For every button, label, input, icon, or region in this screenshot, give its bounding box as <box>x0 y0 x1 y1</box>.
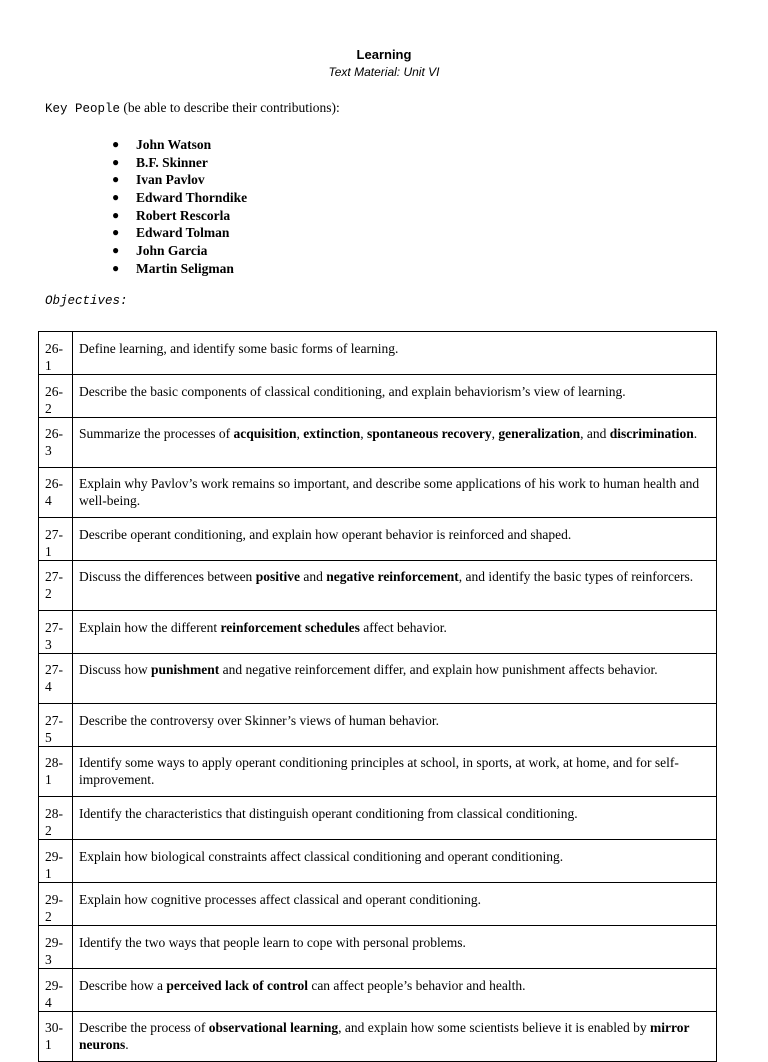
objective-key-term: reinforcement schedules <box>220 620 360 635</box>
bullet-icon: ● <box>112 243 120 258</box>
key-person-item <box>112 260 247 278</box>
objective-row <box>39 375 717 418</box>
objective-key-term: extinction <box>303 426 361 441</box>
objectives-label: Objectives: <box>45 294 128 308</box>
objective-row <box>39 926 717 969</box>
objective-code: 29-3 <box>39 926 73 969</box>
objective-text: Discuss how <box>79 662 152 677</box>
objective-description <box>73 654 717 704</box>
objective-row <box>39 332 717 375</box>
bullet-icon: ● <box>112 190 120 205</box>
objectives-table <box>38 331 717 1062</box>
objective-key-term: punishment <box>151 662 220 677</box>
key-person-name: John Watson <box>136 137 212 152</box>
objective-row <box>39 1012 717 1062</box>
key-person-item <box>112 136 247 154</box>
key-person-name: Martin Seligman <box>136 260 234 276</box>
objective-text: Describe how a <box>79 978 167 993</box>
objective-text: Define learning, and identify some basic forms of learning. <box>79 341 399 356</box>
objective-row <box>39 418 717 468</box>
objective-code: 27-4 <box>39 654 73 704</box>
objective-text: Explain how cognitive processes affect classical and operant conditioning. <box>79 892 482 907</box>
objective-row <box>39 704 717 747</box>
objective-key-term: generalization <box>498 426 581 441</box>
objective-row <box>39 797 717 840</box>
objective-text: and negative reinforcement differ, and explain how punishment affects behavior. <box>219 662 658 677</box>
key-person-item <box>112 171 247 189</box>
objective-text: Describe the basic components of classical conditioning, and explain behaviorism’s view of learning. <box>79 384 626 399</box>
objective-text: Summarize the processes of <box>79 426 234 441</box>
objective-key-term: acquisition <box>233 426 297 441</box>
objective-text: Discuss the differences between <box>79 569 256 584</box>
objective-text: , and identify the basic types of reinforcers. <box>458 569 694 584</box>
objective-description <box>73 518 717 561</box>
objective-key-term: perceived lack of control <box>166 978 308 993</box>
objective-description <box>73 840 717 883</box>
objective-text: , <box>296 426 304 441</box>
key-person-item <box>112 224 247 242</box>
objective-text: and <box>299 569 327 584</box>
objective-text: Identify some ways to apply operant conditioning principles at school, in sports, at work, at home, and for self-improvement. <box>79 755 679 787</box>
objective-description <box>73 332 717 375</box>
key-person-name: John Garcia <box>136 243 208 259</box>
objective-description <box>73 1012 717 1062</box>
objective-text: Identify the characteristics that distinguish operant conditioning from classical conditioning. <box>79 806 578 821</box>
objective-code: 27-5 <box>39 704 73 747</box>
objective-description <box>73 969 717 1012</box>
objective-code: 26-4 <box>39 468 73 518</box>
objective-description <box>73 926 717 969</box>
objective-text: Explain how the different <box>79 620 221 635</box>
objective-text: . <box>693 426 698 441</box>
objective-code: 27-1 <box>39 518 73 561</box>
objective-row <box>39 561 717 611</box>
objective-key-term: spontaneous recovery <box>366 426 492 441</box>
objective-row <box>39 468 717 518</box>
objective-text: , <box>360 426 367 441</box>
key-person-item <box>112 154 247 172</box>
objective-key-term: discrimination <box>609 426 694 441</box>
objective-code: 28-2 <box>39 797 73 840</box>
objective-description <box>73 797 717 840</box>
objective-description <box>73 611 717 654</box>
objective-key-term: mirror neurons <box>79 1020 690 1052</box>
objective-row <box>39 654 717 704</box>
objective-text: . <box>125 1037 129 1052</box>
objective-row <box>39 969 717 1012</box>
key-person-name: Robert Rescorla <box>136 207 231 223</box>
objective-description <box>73 704 717 747</box>
objective-text: Describe the process of <box>79 1020 209 1035</box>
objective-text: Explain how biological constraints affect classical conditioning and operant conditioning. <box>79 849 564 864</box>
key-person-item <box>112 207 247 225</box>
key-person-name: Edward Thorndike <box>136 190 248 206</box>
objective-code: 29-4 <box>39 969 73 1012</box>
objective-description <box>73 375 717 418</box>
objective-code: 26-1 <box>39 332 73 375</box>
objective-text: can affect people’s behavior and health. <box>307 978 526 993</box>
objective-description <box>73 468 717 518</box>
key-person-item <box>112 242 247 260</box>
objective-text: Explain why Pavlov’s work remains so important, and describe some applications of his work to human health and well-being. <box>79 476 700 508</box>
objective-code: 27-2 <box>39 561 73 611</box>
objective-row <box>39 840 717 883</box>
bullet-icon: ● <box>112 154 120 169</box>
bullet-icon: ● <box>112 137 120 151</box>
key-person-name: Ivan Pavlov <box>136 172 205 188</box>
objective-code: 26-3 <box>39 418 73 468</box>
objective-key-term: positive <box>255 569 300 584</box>
objective-code: 29-2 <box>39 883 73 926</box>
objective-description <box>73 883 717 926</box>
objective-key-term: observational learning <box>208 1020 339 1035</box>
objective-description <box>73 747 717 797</box>
objective-row <box>39 611 717 654</box>
bullet-icon: ● <box>112 207 120 222</box>
key-person-name: B.F. Skinner <box>136 154 208 170</box>
objective-description <box>73 418 717 468</box>
key-people-note: (be able to describe their contributions): <box>120 100 340 115</box>
key-people-heading <box>45 100 340 116</box>
objective-code: 30-1 <box>39 1012 73 1062</box>
key-person-item <box>112 189 247 207</box>
objective-text: Describe the controversy over Skinner’s views of human behavior. <box>79 713 440 728</box>
objective-text: affect behavior. <box>359 620 447 635</box>
objective-row <box>39 883 717 926</box>
objective-row <box>39 518 717 561</box>
objective-text: Describe operant conditioning, and explain how operant behavior is reinforced and shaped. <box>79 527 572 542</box>
objective-code: 26-2 <box>39 375 73 418</box>
key-people-label: Key People <box>45 102 121 116</box>
objective-code: 27-3 <box>39 611 73 654</box>
bullet-icon: ● <box>112 172 120 187</box>
bullet-icon: ● <box>112 225 120 240</box>
objective-code: 29-1 <box>39 840 73 883</box>
objective-code: 28-1 <box>39 747 73 797</box>
objective-text: Identify the two ways that people learn to cope with personal problems. <box>79 935 466 950</box>
bullet-icon: ● <box>112 260 120 275</box>
objective-text: , and <box>580 426 610 441</box>
page-title: Learning <box>356 47 412 62</box>
objective-key-term: negative reinforcement <box>326 569 459 584</box>
objective-text: , <box>491 426 499 441</box>
key-people-list <box>112 136 247 278</box>
objective-description <box>73 561 717 611</box>
page-subtitle: Text Material: Unit VI <box>328 65 440 79</box>
objective-row <box>39 747 717 797</box>
key-person-name: Edward Tolman <box>136 225 230 241</box>
objective-text: , and explain how some scientists believe it is enabled by <box>338 1020 651 1035</box>
